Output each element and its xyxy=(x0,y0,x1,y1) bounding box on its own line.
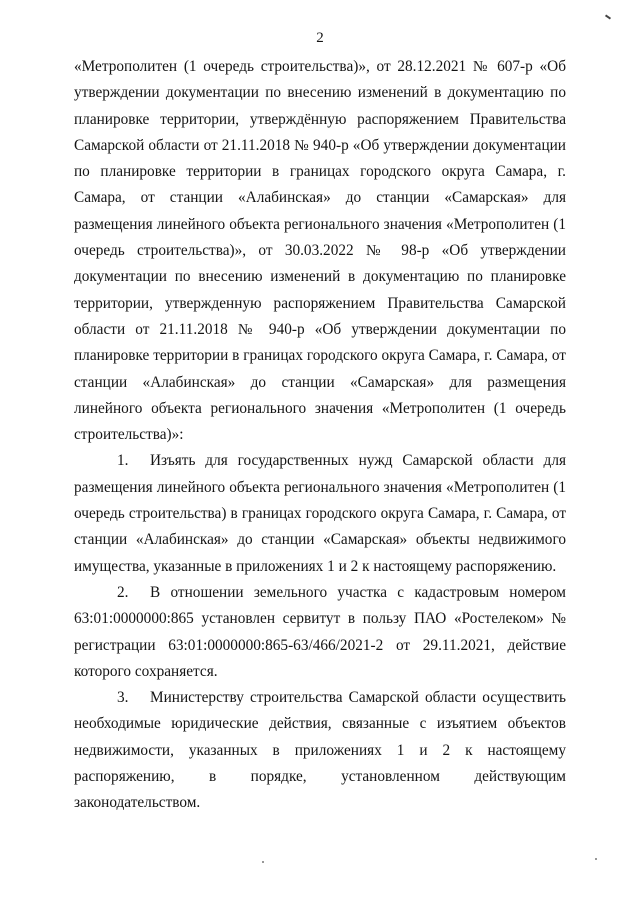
list-item xyxy=(74,448,566,579)
document-body xyxy=(74,54,566,817)
list-item xyxy=(74,685,566,816)
page-number: 2 xyxy=(316,30,324,46)
item-number: 2. xyxy=(117,583,129,601)
item-text: В отношении земельного участка с кадастровым номером 63:01:0000000:865 установлен сервитут в пользу ПАО «Ростелеком» № регистрации 63:01:0000000:865-63/466/2021-2 от 29.11.2021, действие которого сохраняется. xyxy=(74,583,566,680)
scan-dot xyxy=(595,858,597,860)
list-item xyxy=(74,580,566,685)
scan-artifact xyxy=(605,14,611,19)
scan-dot xyxy=(262,861,264,863)
item-text: Министерству строительства Самарской области осуществить необходимые юридические действия, связанные с изъятием объектов недвижимости, указанных в приложениях 1 и 2 к настоящему распоряжению, в порядке, установленном действующим законодательством. xyxy=(74,689,566,812)
item-number: 3. xyxy=(117,689,129,707)
intro-paragraph: «Метрополитен (1 очередь строительства)», от 28.12.2021 № 607-р «Об утверждении документации по внесению изменений в документацию по планировке территории, утверждённую распоряжением Правительства Самарской области от 21.11.2018 № 940-р «Об утверждении документации по планировке территории в границах городского округа Самара, г. Самара, от станции «Алабинская» до станции «Самарская» для размещения линейного объекта регионального значения «Метрополитен (1 очередь строительства)», от 30.03.2022 № 98-р «Об утверждении документации по внесению изменений в документацию по планировке территории, утвержденную распоряжением Правительства Самарской области от 21.11.2018 № 940-р «Об утверждении документации по планировке территории в границах городского округа Самара, г. Самара, от станции «Алабинская» до станции «Самарская» для размещения линейного объекта регионального значения «Метрополитен (1 очередь строительства)»: xyxy=(74,58,566,444)
item-text: Изъять для государственных нужд Самарской области для размещения линейного объекта регионального значения «Метрополитен (1 очередь строительства) в границах городского округа Самара, г. Самара, от станции «Алабинская» до станции «Самарская» объекты недвижимого имущества, указанные в приложениях 1 и 2 к настоящему распоряжению. xyxy=(74,452,566,575)
item-number: 1. xyxy=(117,452,129,470)
